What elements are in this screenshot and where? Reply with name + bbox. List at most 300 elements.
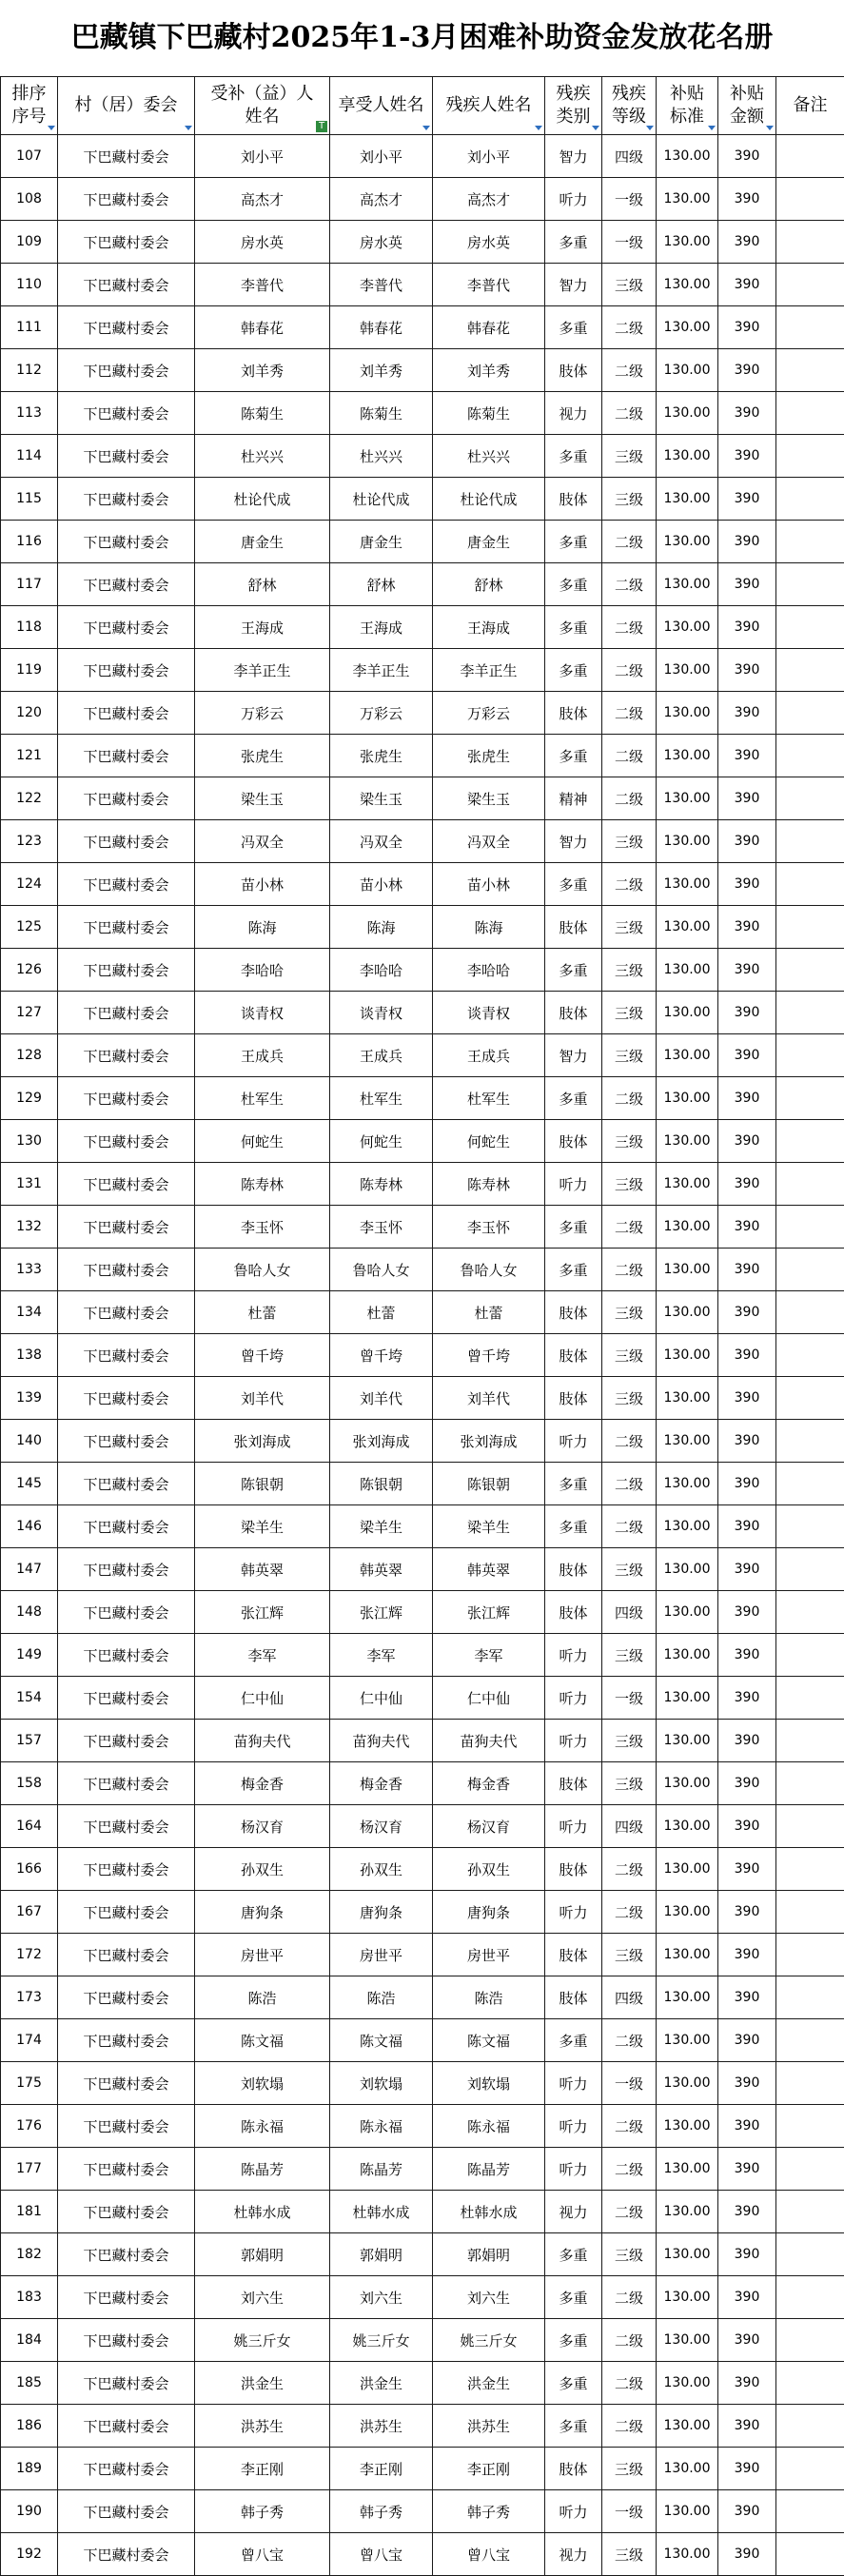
- remarks-cell: [776, 2362, 844, 2405]
- beneficiary-cell: 刘小平: [330, 135, 433, 178]
- table-row: [1, 1120, 844, 1163]
- seq-cell: 183: [1, 2276, 58, 2319]
- subsidy-standard-cell: 130.00: [657, 649, 718, 692]
- disability-type-cell: 肢体: [545, 1548, 602, 1591]
- village-cell: 下巴藏村委会: [58, 1720, 195, 1762]
- recipient-cell: 刘软塌: [195, 2062, 330, 2105]
- disability-level-cell: 二级: [602, 306, 657, 349]
- village-cell: 下巴藏村委会: [58, 435, 195, 478]
- disability-level-cell: 二级: [602, 606, 657, 649]
- col-header-subsidy-standard: [657, 77, 718, 135]
- disabled-name-cell: 苗狗夫代: [433, 1720, 545, 1762]
- recipient-cell: 鲁哈人女: [195, 1249, 330, 1291]
- disabled-name-cell: 冯双全: [433, 820, 545, 863]
- remarks-cell: [776, 1291, 844, 1334]
- subsidy-standard-cell: 130.00: [657, 2448, 718, 2490]
- remarks-cell: [776, 1762, 844, 1805]
- subsidy-standard-cell: 130.00: [657, 606, 718, 649]
- subsidy-amount-cell: 390: [718, 1805, 776, 1848]
- recipient-cell: 李玉怀: [195, 1206, 330, 1249]
- disability-type-cell: 肢体: [545, 1934, 602, 1976]
- remarks-cell: [776, 1334, 844, 1377]
- disability-type-cell: 听力: [545, 1891, 602, 1934]
- recipient-cell: 李羊正生: [195, 649, 330, 692]
- beneficiary-cell: 唐狗条: [330, 1891, 433, 1934]
- table-row: [1, 478, 844, 521]
- header-label: 补贴 金额: [730, 84, 764, 127]
- subsidy-amount-cell: 390: [718, 221, 776, 264]
- subsidy-amount-cell: 390: [718, 820, 776, 863]
- village-cell: 下巴藏村委会: [58, 2490, 195, 2533]
- disabled-name-cell: 杜论代成: [433, 478, 545, 521]
- recipient-cell: 陈永福: [195, 2105, 330, 2148]
- table-row: [1, 1591, 844, 1634]
- col-header-beneficiary: [330, 77, 433, 135]
- disability-type-cell: 多重: [545, 1249, 602, 1291]
- remarks-cell: [776, 1077, 844, 1120]
- recipient-cell: 何蛇生: [195, 1120, 330, 1163]
- disabled-name-cell: 陈浩: [433, 1976, 545, 2019]
- recipient-cell: 杜韩水成: [195, 2191, 330, 2233]
- table-row: [1, 1206, 844, 1249]
- subsidy-amount-cell: 390: [718, 2105, 776, 2148]
- village-cell: 下巴藏村委会: [58, 1591, 195, 1634]
- subsidy-standard-cell: 130.00: [657, 820, 718, 863]
- disability-level-cell: 二级: [602, 1077, 657, 1120]
- recipient-cell: 曾千垮: [195, 1334, 330, 1377]
- recipient-cell: 陈文福: [195, 2019, 330, 2062]
- filter-dropdown-icon[interactable]: [46, 123, 55, 132]
- seq-cell: 164: [1, 1805, 58, 1848]
- recipient-cell: 冯双全: [195, 820, 330, 863]
- recipient-cell: 梁生玉: [195, 777, 330, 820]
- remarks-cell: [776, 1034, 844, 1077]
- disabled-name-cell: 梁羊生: [433, 1505, 545, 1548]
- beneficiary-cell: 杜军生: [330, 1077, 433, 1120]
- recipient-cell: 王成兵: [195, 1034, 330, 1077]
- recipient-cell: 万彩云: [195, 692, 330, 735]
- beneficiary-cell: 梁生玉: [330, 777, 433, 820]
- subsidy-standard-cell: 130.00: [657, 1720, 718, 1762]
- filter-dropdown-icon[interactable]: [644, 123, 654, 132]
- col-header-subsidy-amount: [718, 77, 776, 135]
- beneficiary-cell: 洪苏生: [330, 2405, 433, 2448]
- beneficiary-cell: 鲁哈人女: [330, 1249, 433, 1291]
- recipient-cell: 刘羊秀: [195, 349, 330, 392]
- disability-level-cell: 三级: [602, 1634, 657, 1677]
- table-row: [1, 1548, 844, 1591]
- beneficiary-cell: 张虎生: [330, 735, 433, 777]
- subsidy-standard-cell: 130.00: [657, 1463, 718, 1505]
- filter-dropdown-icon[interactable]: [183, 123, 192, 132]
- disability-type-cell: 多重: [545, 221, 602, 264]
- beneficiary-cell: 王海成: [330, 606, 433, 649]
- subsidy-standard-cell: 130.00: [657, 1891, 718, 1934]
- disabled-name-cell: 刘羊秀: [433, 349, 545, 392]
- beneficiary-cell: 韩春花: [330, 306, 433, 349]
- subsidy-standard-cell: 130.00: [657, 992, 718, 1034]
- seq-cell: 138: [1, 1334, 58, 1377]
- seq-cell: 192: [1, 2533, 58, 2576]
- subsidy-standard-cell: 130.00: [657, 735, 718, 777]
- subsidy-standard-cell: 130.00: [657, 2362, 718, 2405]
- remarks-cell: [776, 777, 844, 820]
- subsidy-standard-cell: 130.00: [657, 2105, 718, 2148]
- table-row: [1, 1034, 844, 1077]
- seq-cell: 123: [1, 820, 58, 863]
- recipient-cell: 张江辉: [195, 1591, 330, 1634]
- recipient-cell: 房世平: [195, 1934, 330, 1976]
- disability-level-cell: 三级: [602, 1291, 657, 1334]
- disability-type-cell: 肢体: [545, 1591, 602, 1634]
- disability-level-cell: 二级: [602, 1420, 657, 1463]
- recipient-cell: 陈银朝: [195, 1463, 330, 1505]
- table-row: [1, 2148, 844, 2191]
- table-row: [1, 392, 844, 435]
- subsidy-standard-cell: 130.00: [657, 1805, 718, 1848]
- subsidy-amount-cell: 390: [718, 1206, 776, 1249]
- disability-level-cell: 三级: [602, 1034, 657, 1077]
- table-row: [1, 606, 844, 649]
- disabled-name-cell: 梁生玉: [433, 777, 545, 820]
- table-row: [1, 2319, 844, 2362]
- seq-cell: 133: [1, 1249, 58, 1291]
- subsidy-amount-cell: 390: [718, 1420, 776, 1463]
- seq-cell: 112: [1, 349, 58, 392]
- table-row: [1, 1163, 844, 1206]
- seq-cell: 185: [1, 2362, 58, 2405]
- disabled-name-cell: 刘软塌: [433, 2062, 545, 2105]
- subsidy-amount-cell: 390: [718, 649, 776, 692]
- subsidy-amount-cell: 390: [718, 949, 776, 992]
- remarks-cell: [776, 1976, 844, 2019]
- table-row: [1, 521, 844, 563]
- beneficiary-cell: 杨汉育: [330, 1805, 433, 1848]
- village-cell: 下巴藏村委会: [58, 1505, 195, 1548]
- table-row: [1, 2233, 844, 2276]
- disability-type-cell: 听力: [545, 1634, 602, 1677]
- disabled-name-cell: 陈永福: [433, 2105, 545, 2148]
- remarks-cell: [776, 478, 844, 521]
- remarks-cell: [776, 1934, 844, 1976]
- col-header-seq: [1, 77, 58, 135]
- seq-cell: 134: [1, 1291, 58, 1334]
- filter-dropdown-icon[interactable]: [421, 123, 430, 132]
- seq-cell: 149: [1, 1634, 58, 1677]
- disability-type-cell: 视力: [545, 2191, 602, 2233]
- seq-cell: 145: [1, 1463, 58, 1505]
- beneficiary-cell: 曾千垮: [330, 1334, 433, 1377]
- village-cell: 下巴藏村委会: [58, 1548, 195, 1591]
- disabled-name-cell: 刘羊代: [433, 1377, 545, 1420]
- recipient-cell: 孙双生: [195, 1848, 330, 1891]
- disability-level-cell: 一级: [602, 221, 657, 264]
- seq-cell: 147: [1, 1548, 58, 1591]
- beneficiary-cell: 韩子秀: [330, 2490, 433, 2533]
- seq-cell: 189: [1, 2448, 58, 2490]
- seq-cell: 111: [1, 306, 58, 349]
- disability-level-cell: 二级: [602, 777, 657, 820]
- beneficiary-cell: 杜蕾: [330, 1291, 433, 1334]
- beneficiary-cell: 陈寿林: [330, 1163, 433, 1206]
- col-header-disability-type: [545, 77, 602, 135]
- seq-cell: 124: [1, 863, 58, 906]
- disabled-name-cell: 刘六生: [433, 2276, 545, 2319]
- table-row: [1, 820, 844, 863]
- disability-type-cell: 听力: [545, 2062, 602, 2105]
- table-row: [1, 1677, 844, 1720]
- subsidy-amount-cell: 390: [718, 1291, 776, 1334]
- remarks-cell: [776, 563, 844, 606]
- subsidy-standard-cell: 130.00: [657, 349, 718, 392]
- beneficiary-cell: 梁羊生: [330, 1505, 433, 1548]
- disabled-name-cell: 陈银朝: [433, 1463, 545, 1505]
- disability-type-cell: 多重: [545, 435, 602, 478]
- subsidy-amount-cell: 390: [718, 777, 776, 820]
- subsidy-amount-cell: 390: [718, 863, 776, 906]
- subsidy-amount-cell: 390: [718, 2019, 776, 2062]
- disabled-name-cell: 李正刚: [433, 2448, 545, 2490]
- disabled-name-cell: 张刘海成: [433, 1420, 545, 1463]
- village-cell: 下巴藏村委会: [58, 992, 195, 1034]
- recipient-cell: 韩春花: [195, 306, 330, 349]
- table-row: [1, 1891, 844, 1934]
- header-label: 村（居）委会: [74, 95, 178, 115]
- subsidy-amount-cell: 390: [718, 1934, 776, 1976]
- recipient-cell: 苗狗夫代: [195, 1720, 330, 1762]
- subsidy-standard-cell: 130.00: [657, 521, 718, 563]
- disability-level-cell: 三级: [602, 264, 657, 306]
- disability-level-cell: 三级: [602, 2233, 657, 2276]
- remarks-cell: [776, 692, 844, 735]
- remarks-cell: [776, 221, 844, 264]
- subsidy-standard-cell: 130.00: [657, 863, 718, 906]
- beneficiary-cell: 王成兵: [330, 1034, 433, 1077]
- subsidy-standard-cell: 130.00: [657, 692, 718, 735]
- table-row: [1, 2490, 844, 2533]
- subsidy-amount-cell: 390: [718, 1720, 776, 1762]
- disability-type-cell: 肢体: [545, 1334, 602, 1377]
- remarks-cell: [776, 2019, 844, 2062]
- recipient-cell: 陈菊生: [195, 392, 330, 435]
- disabled-name-cell: 万彩云: [433, 692, 545, 735]
- beneficiary-cell: 杜韩水成: [330, 2191, 433, 2233]
- beneficiary-cell: 李玉怀: [330, 1206, 433, 1249]
- remarks-cell: [776, 2062, 844, 2105]
- subsidy-amount-cell: 390: [718, 992, 776, 1034]
- disability-level-cell: 三级: [602, 1762, 657, 1805]
- disabled-name-cell: 韩春花: [433, 306, 545, 349]
- remarks-cell: [776, 435, 844, 478]
- seq-cell: 120: [1, 692, 58, 735]
- recipient-cell: 李普代: [195, 264, 330, 306]
- village-cell: 下巴藏村委会: [58, 2233, 195, 2276]
- header-label: 残疾 类别: [556, 84, 591, 127]
- disability-level-cell: 三级: [602, 2448, 657, 2490]
- recipient-cell: 韩英翠: [195, 1548, 330, 1591]
- table-row: [1, 1634, 844, 1677]
- table-row: [1, 992, 844, 1034]
- subsidy-amount-cell: 390: [718, 1377, 776, 1420]
- table-row: [1, 863, 844, 906]
- disability-level-cell: 四级: [602, 135, 657, 178]
- recipient-cell: 房水英: [195, 221, 330, 264]
- filter-dropdown-icon[interactable]: [533, 123, 542, 132]
- disability-type-cell: 多重: [545, 949, 602, 992]
- disability-type-cell: 听力: [545, 178, 602, 221]
- disabled-name-cell: 王成兵: [433, 1034, 545, 1077]
- beneficiary-cell: 房世平: [330, 1934, 433, 1976]
- disability-level-cell: 二级: [602, 2105, 657, 2148]
- beneficiary-cell: 杜兴兴: [330, 435, 433, 478]
- remarks-cell: [776, 349, 844, 392]
- disability-level-cell: 三级: [602, 1934, 657, 1976]
- disabled-name-cell: 唐狗条: [433, 1891, 545, 1934]
- disabled-name-cell: 舒林: [433, 563, 545, 606]
- remarks-cell: [776, 606, 844, 649]
- village-cell: 下巴藏村委会: [58, 1077, 195, 1120]
- village-cell: 下巴藏村委会: [58, 2191, 195, 2233]
- recipient-cell: 杨汉育: [195, 1805, 330, 1848]
- disability-type-cell: 多重: [545, 2276, 602, 2319]
- filter-active-icon[interactable]: T: [316, 121, 327, 132]
- table-row: [1, 1762, 844, 1805]
- village-cell: 下巴藏村委会: [58, 2533, 195, 2576]
- recipient-cell: 杜兴兴: [195, 435, 330, 478]
- beneficiary-cell: 杜论代成: [330, 478, 433, 521]
- subsidy-standard-cell: 130.00: [657, 478, 718, 521]
- disability-type-cell: 精神: [545, 777, 602, 820]
- village-cell: 下巴藏村委会: [58, 1677, 195, 1720]
- seq-cell: 121: [1, 735, 58, 777]
- disability-level-cell: 二级: [602, 1891, 657, 1934]
- recipient-cell: 陈浩: [195, 1976, 330, 2019]
- subsidy-standard-cell: 130.00: [657, 1249, 718, 1291]
- subsidy-amount-cell: 390: [718, 2276, 776, 2319]
- filter-dropdown-icon[interactable]: [590, 123, 599, 132]
- subsidy-amount-cell: 390: [718, 1891, 776, 1934]
- disability-level-cell: 四级: [602, 1805, 657, 1848]
- disability-type-cell: 肢体: [545, 992, 602, 1034]
- subsidy-standard-cell: 130.00: [657, 1934, 718, 1976]
- disabled-name-cell: 杜蕾: [433, 1291, 545, 1334]
- beneficiary-cell: 李正刚: [330, 2448, 433, 2490]
- disability-type-cell: 肢体: [545, 906, 602, 949]
- beneficiary-cell: 房水英: [330, 221, 433, 264]
- seq-cell: 130: [1, 1120, 58, 1163]
- table-row: [1, 178, 844, 221]
- disabled-name-cell: 洪金生: [433, 2362, 545, 2405]
- table-row: [1, 1077, 844, 1120]
- subsidy-amount-cell: 390: [718, 1163, 776, 1206]
- filter-dropdown-icon[interactable]: [706, 123, 716, 132]
- remarks-cell: [776, 2448, 844, 2490]
- disabled-name-cell: 梅金香: [433, 1762, 545, 1805]
- village-cell: 下巴藏村委会: [58, 1762, 195, 1805]
- beneficiary-cell: 陈海: [330, 906, 433, 949]
- table-row: [1, 692, 844, 735]
- subsidy-standard-cell: 130.00: [657, 135, 718, 178]
- subsidy-standard-cell: 130.00: [657, 563, 718, 606]
- disability-type-cell: 多重: [545, 306, 602, 349]
- village-cell: 下巴藏村委会: [58, 606, 195, 649]
- seq-cell: 172: [1, 1934, 58, 1976]
- disability-level-cell: 三级: [602, 992, 657, 1034]
- recipient-cell: 杜蕾: [195, 1291, 330, 1334]
- disability-type-cell: 多重: [545, 1077, 602, 1120]
- table-row: [1, 1463, 844, 1505]
- seq-cell: 122: [1, 777, 58, 820]
- col-header-remarks: [776, 77, 844, 135]
- seq-cell: 190: [1, 2490, 58, 2533]
- subsidy-amount-cell: 390: [718, 264, 776, 306]
- seq-cell: 181: [1, 2191, 58, 2233]
- disability-level-cell: 三级: [602, 906, 657, 949]
- subsidy-amount-cell: 390: [718, 563, 776, 606]
- seq-cell: 129: [1, 1077, 58, 1120]
- subsidy-standard-cell: 130.00: [657, 1163, 718, 1206]
- disability-level-cell: 二级: [602, 1848, 657, 1891]
- disability-type-cell: 多重: [545, 649, 602, 692]
- remarks-cell: [776, 906, 844, 949]
- disabled-name-cell: 曾八宝: [433, 2533, 545, 2576]
- beneficiary-cell: 陈文福: [330, 2019, 433, 2062]
- seq-cell: 173: [1, 1976, 58, 2019]
- disabled-name-cell: 谈青权: [433, 992, 545, 1034]
- subsidy-standard-cell: 130.00: [657, 1334, 718, 1377]
- recipient-cell: 唐金生: [195, 521, 330, 563]
- disabled-name-cell: 杜兴兴: [433, 435, 545, 478]
- recipient-cell: 梁羊生: [195, 1505, 330, 1548]
- disabled-name-cell: 杜韩水成: [433, 2191, 545, 2233]
- recipient-cell: 高杰才: [195, 178, 330, 221]
- beneficiary-cell: 陈浩: [330, 1976, 433, 2019]
- remarks-cell: [776, 1463, 844, 1505]
- disability-type-cell: 多重: [545, 606, 602, 649]
- subsidy-amount-cell: 390: [718, 1077, 776, 1120]
- disability-level-cell: 四级: [602, 1976, 657, 2019]
- village-cell: 下巴藏村委会: [58, 1206, 195, 1249]
- table-row: [1, 2019, 844, 2062]
- subsidy-standard-cell: 130.00: [657, 1077, 718, 1120]
- recipient-cell: 杜军生: [195, 1077, 330, 1120]
- seq-cell: 110: [1, 264, 58, 306]
- table-row: [1, 1848, 844, 1891]
- subsidy-roster-table: [0, 76, 844, 2576]
- subsidy-amount-cell: 390: [718, 2319, 776, 2362]
- table-row: [1, 949, 844, 992]
- seq-cell: 167: [1, 1891, 58, 1934]
- disabled-name-cell: 李玉怀: [433, 1206, 545, 1249]
- disabled-name-cell: 高杰才: [433, 178, 545, 221]
- remarks-cell: [776, 306, 844, 349]
- subsidy-amount-cell: 390: [718, 906, 776, 949]
- recipient-cell: 梅金香: [195, 1762, 330, 1805]
- filter-dropdown-icon[interactable]: [764, 123, 774, 132]
- village-cell: 下巴藏村委会: [58, 1291, 195, 1334]
- seq-cell: 107: [1, 135, 58, 178]
- col-header-disabled-name: [433, 77, 545, 135]
- recipient-cell: 陈海: [195, 906, 330, 949]
- seq-cell: 116: [1, 521, 58, 563]
- village-cell: 下巴藏村委会: [58, 478, 195, 521]
- seq-cell: 177: [1, 2148, 58, 2191]
- subsidy-amount-cell: 390: [718, 2062, 776, 2105]
- subsidy-standard-cell: 130.00: [657, 2191, 718, 2233]
- seq-cell: 118: [1, 606, 58, 649]
- disability-level-cell: 三级: [602, 820, 657, 863]
- col-header-recipient: [195, 77, 330, 135]
